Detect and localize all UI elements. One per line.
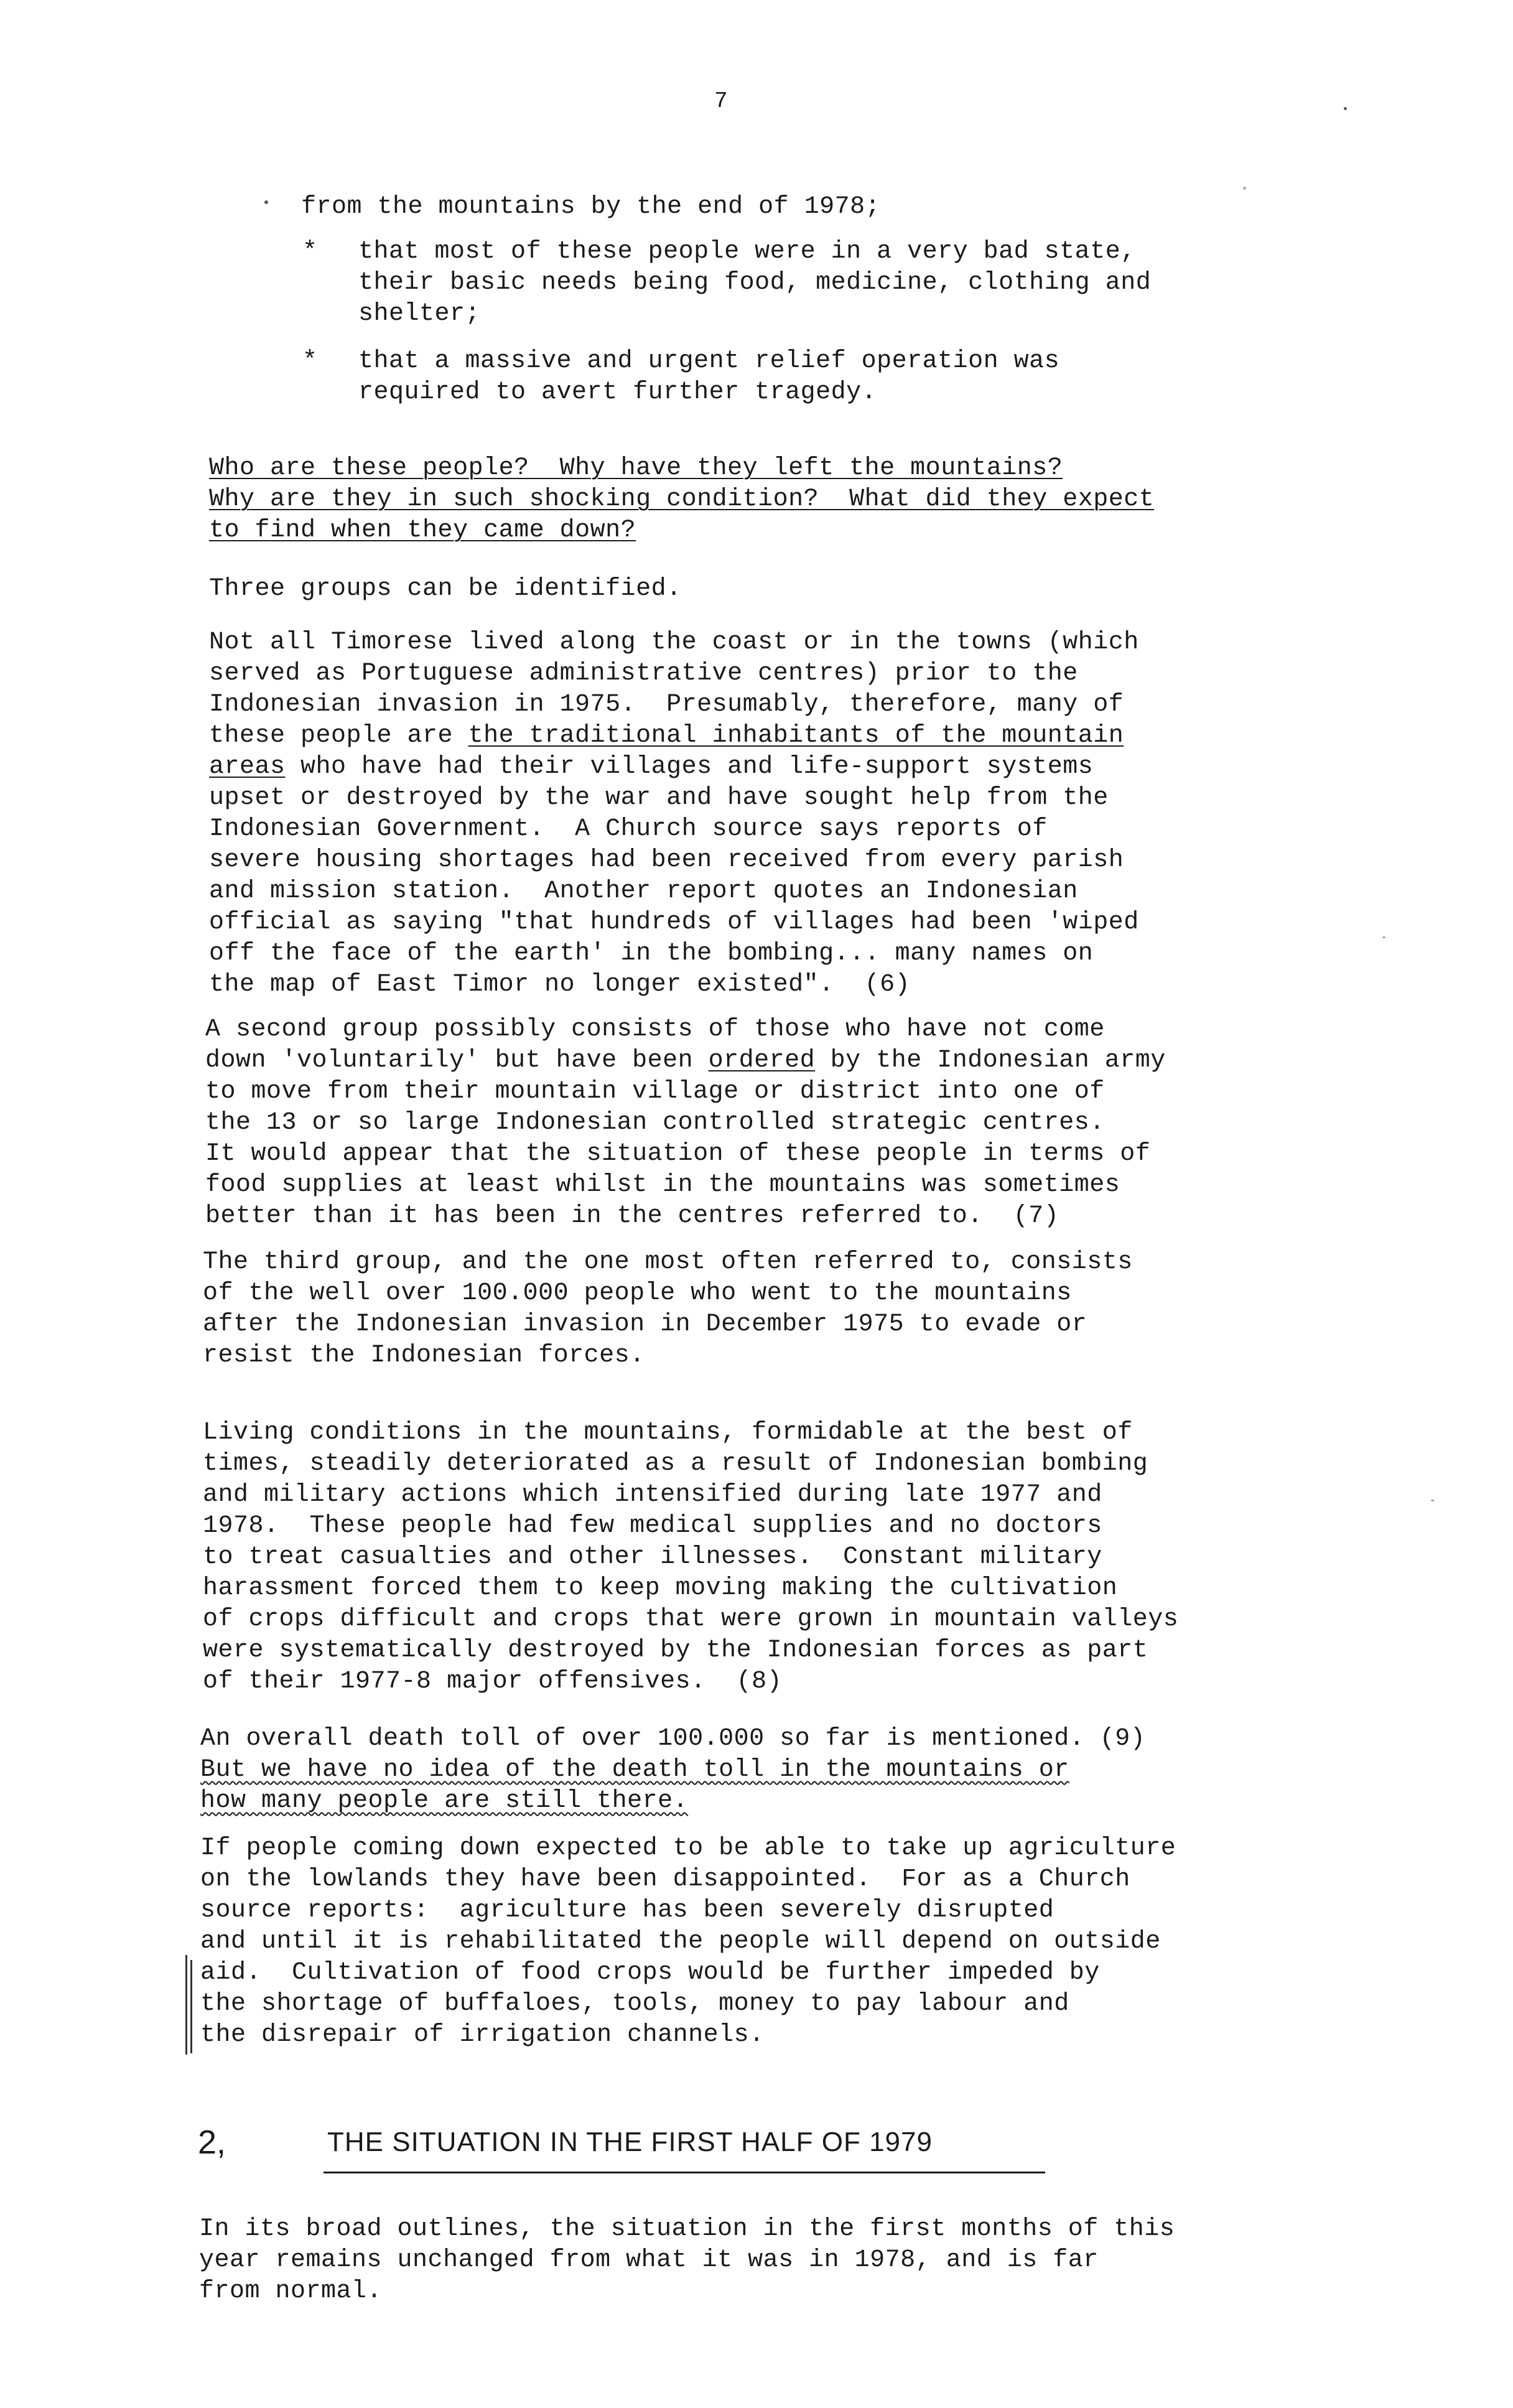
p1-line: severe housing shortages had been received from every parish <box>209 846 1124 874</box>
p2-line: better than it has been in the centres referred to. (7) <box>205 1202 1059 1230</box>
p7-line: from normal. <box>199 2277 383 2305</box>
bullet-2-line: required to avert further tragedy. <box>358 378 877 406</box>
p7-line: year remains unchanged from what it was in 1978, and is far <box>199 2246 1099 2274</box>
paragraph-2 <box>205 1014 1166 1232</box>
intro-sentence: Three groups can be identified. <box>209 575 682 603</box>
p5-line-handwritten-underline: But we have no idea of the death toll in the mountains or <box>200 1756 1069 1784</box>
section-number: 2, <box>198 2124 226 2161</box>
paragraph-4 <box>203 1417 1178 1697</box>
p1-line: Not all Timorese lived along the coast or in the towns (which <box>209 628 1139 656</box>
bullet-1 <box>358 236 1151 330</box>
p4-line: to treat casualties and other illnesses. Constant military <box>203 1543 1102 1571</box>
section-title: THE SITUATION IN THE FIRST HALF OF 1979 <box>327 2127 933 2157</box>
questions <box>209 453 1154 546</box>
scan-speck <box>1243 187 1246 190</box>
p2-line <box>205 1045 1166 1076</box>
p2-line: the 13 or so large Indonesian controlled strategic centres. <box>205 1109 1105 1137</box>
question-line: to find when they came down? <box>209 516 636 544</box>
p6-line: the disrepair of irrigation channels. <box>200 2021 765 2049</box>
question-line: Who are these people? Why have they left the mountains? <box>209 454 1063 482</box>
p3-line: of the well over 100.000 people who went to the mountains <box>203 1279 1072 1307</box>
p6-line: source reports: agriculture has been severely disrupted <box>200 1897 1054 1925</box>
p4-line: Living conditions in the mountains, formidable at the best of <box>203 1419 1133 1447</box>
bullet-star-1: * <box>302 238 318 266</box>
p2-line: A second group possibly consists of those who have not come <box>205 1015 1105 1043</box>
p2-line: food supplies at least whilst in the mountains was sometimes <box>205 1171 1120 1199</box>
bullet-2-line: that a massive and urgent relief operation was <box>358 347 1060 375</box>
section-title-rule <box>324 2172 1045 2173</box>
top-fragment: from the mountains by the end of 1978; <box>301 193 881 221</box>
p6-line: on the lowlands they have been disappointed. For as a Church <box>200 1865 1130 1893</box>
p1-line-text: who have had their villages and life-support systems <box>285 753 1094 781</box>
p1-line: and mission station. Another report quotes an Indonesian <box>209 877 1078 905</box>
paragraph-1 <box>209 627 1139 1001</box>
question-line: Why are they in such shocking condition? What did they expect <box>209 485 1155 513</box>
p6-line: the shortage of buffaloes, tools, money to pay labour and <box>200 1990 1069 2018</box>
margin-mark <box>190 1960 192 2053</box>
p2-line-text: down 'voluntarily' but have been <box>205 1047 709 1075</box>
p4-line: of their 1977-8 major offensives. (8) <box>203 1668 783 1696</box>
p1-line: Indonesian Government. A Church source says reports of <box>209 815 1048 843</box>
p1-line: Indonesian invasion in 1975. Presumably, therefore, many of <box>209 691 1124 719</box>
p3-line: The third group, and the one most often referred to, consists <box>203 1248 1133 1276</box>
scan-speck <box>1382 936 1385 938</box>
bullet-star-2: * <box>302 347 318 375</box>
p4-line: 1978. These people had few medical supplies and no doctors <box>203 1512 1102 1540</box>
paragraph-7 <box>199 2214 1175 2307</box>
paragraph-5 <box>200 1724 1145 1817</box>
bullet-1-line: their basic needs being food, medicine, clothing and <box>358 269 1152 297</box>
margin-mark <box>185 1955 187 2055</box>
p2-line-text: by the Indonesian army <box>815 1047 1166 1075</box>
p3-line: resist the Indonesian forces. <box>203 1342 645 1370</box>
p3-line: after the Indonesian invasion in December 1975 to evade or <box>203 1310 1087 1338</box>
scan-speck <box>264 200 268 204</box>
paragraph-3 <box>203 1247 1133 1371</box>
scan-speck <box>1431 1500 1434 1501</box>
p1-line <box>209 721 1139 752</box>
p5-line-handwritten-underline: how many people are still there. <box>200 1787 689 1815</box>
p6-line: and until it is rehabilitated the people will depend on outside <box>200 1928 1161 1956</box>
p1-underlined: areas <box>209 753 286 781</box>
p1-line <box>209 752 1139 783</box>
p4-line: of crops difficult and crops that were grown in mountain valleys <box>203 1605 1179 1633</box>
bullet-1-line: shelter; <box>358 300 481 328</box>
bullet-1-line: that most of these people were in a very bad state, <box>358 238 1136 266</box>
p1-line: off the face of the earth' in the bombing... many names on <box>209 940 1094 968</box>
p2-underlined: ordered <box>708 1047 816 1075</box>
p1-line: the map of East Timor no longer existed". (6) <box>209 971 911 999</box>
p1-line: official as saying "that hundreds of villages had been 'wiped <box>209 908 1139 936</box>
p2-line: to move from their mountain village or district into one of <box>205 1078 1105 1106</box>
bullet-2 <box>358 346 1059 408</box>
p4-line: times, steadily deteriorated as a result of Indonesian bombing <box>203 1450 1148 1478</box>
p1-underlined: the traditional inhabitants of the mountain <box>468 722 1124 750</box>
p2-line: It would appear that the situation of these people in terms of <box>205 1140 1151 1168</box>
p4-line: harassment forced them to keep moving making the cultivation <box>203 1574 1118 1602</box>
p1-line: upset or destroyed by the war and have sought help from the <box>209 784 1109 812</box>
p1-line-text: these people are <box>209 722 468 750</box>
p1-line: served as Portuguese administrative centres) prior to the <box>209 660 1078 688</box>
p5-line: An overall death toll of over 100.000 so far is mentioned. (9) <box>200 1725 1146 1753</box>
scan-speck <box>1344 107 1347 110</box>
p4-line: were systematically destroyed by the Indonesian forces as part <box>203 1636 1148 1664</box>
p4-line: and military actions which intensified during late 1977 and <box>203 1481 1102 1509</box>
paragraph-6 <box>200 1833 1176 2051</box>
p6-line: aid. Cultivation of food crops would be further impeded by <box>200 1959 1100 1987</box>
page-number: 7 <box>714 88 728 114</box>
p6-line: If people coming down expected to be able to take up agriculture <box>200 1834 1176 1862</box>
p7-line: In its broad outlines, the situation in the first months of this <box>199 2215 1175 2243</box>
